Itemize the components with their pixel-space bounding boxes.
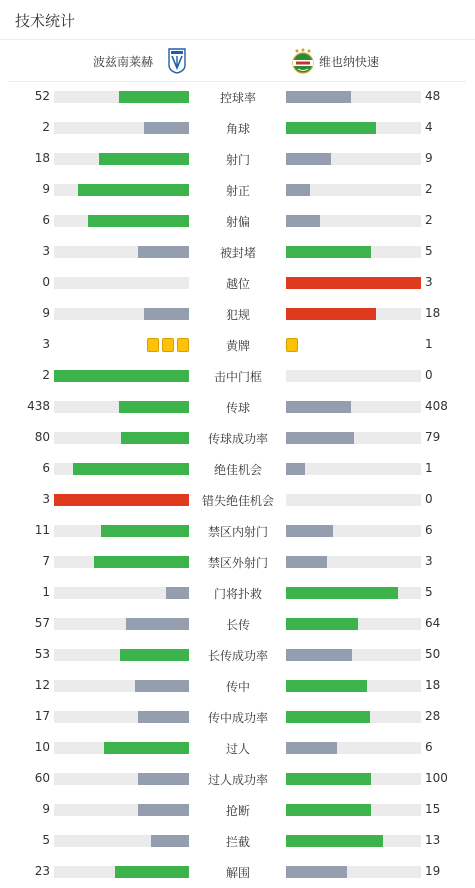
away-bar-track	[286, 711, 421, 723]
home-bar-fill	[144, 308, 189, 320]
home-team-crest-icon[interactable]	[168, 48, 186, 74]
away-stat-value: 6	[425, 523, 433, 537]
home-stat-value: 9	[42, 182, 50, 196]
away-bar-fill	[286, 649, 352, 661]
away-team-name[interactable]: 维也纳快速	[319, 55, 380, 69]
stats-list	[0, 81, 475, 887]
stat-row	[0, 608, 475, 639]
away-bar-fill	[286, 153, 331, 165]
home-stat-value: 10	[34, 740, 50, 754]
home-bar-fill	[151, 835, 189, 847]
header	[0, 0, 475, 40]
home-bar-track	[54, 711, 189, 723]
home-stat-value: 11	[34, 523, 50, 537]
away-bar-track	[286, 184, 421, 196]
home-bar-fill	[135, 680, 189, 692]
home-bar-track	[54, 587, 189, 599]
yellow-card-icon	[286, 338, 298, 352]
stat-label: 角球	[225, 122, 250, 136]
stat-row	[0, 639, 475, 670]
stat-row	[0, 453, 475, 484]
away-bar-fill	[286, 122, 376, 134]
home-stat-value: 17	[34, 709, 50, 723]
away-stat-value: 9	[425, 151, 433, 165]
home-stat-value: 0	[42, 275, 50, 289]
home-bar-track	[54, 804, 189, 816]
away-bar-track	[286, 401, 421, 413]
stat-label: 绝佳机会	[213, 463, 262, 477]
home-bar-fill	[126, 618, 189, 630]
away-bar-fill	[286, 277, 421, 289]
home-bar-fill	[54, 370, 189, 382]
away-stat-value: 18	[425, 678, 441, 692]
home-team-name[interactable]: 波兹南莱赫	[92, 55, 153, 69]
home-bar-track	[54, 556, 189, 568]
stat-label: 射门	[225, 153, 250, 167]
home-stat-value: 3	[42, 337, 50, 351]
stat-row	[0, 236, 475, 267]
home-bar-fill	[121, 432, 189, 444]
away-team-crest-icon[interactable]	[291, 48, 315, 74]
away-stat-value: 408	[425, 399, 448, 413]
home-bar-track	[54, 401, 189, 413]
home-stat-value: 5	[42, 833, 50, 847]
yellow-card-icon	[147, 338, 159, 352]
away-stat-value: 2	[425, 182, 433, 196]
stat-label: 解围	[225, 866, 250, 880]
away-bar-fill	[286, 432, 354, 444]
stat-row	[0, 515, 475, 546]
stat-row	[0, 422, 475, 453]
away-bar-fill	[286, 804, 371, 816]
home-bar-fill	[115, 866, 189, 878]
away-bar-track	[286, 246, 421, 258]
away-bar-fill	[286, 246, 371, 258]
away-bar-fill	[286, 91, 351, 103]
home-bar-track	[54, 525, 189, 537]
away-stat-value: 1	[425, 337, 433, 351]
away-yellow-cards	[286, 338, 298, 352]
home-bar-track	[54, 246, 189, 258]
home-stat-value: 23	[34, 864, 50, 878]
away-stat-value: 4	[425, 120, 433, 134]
stat-label: 传球成功率	[207, 432, 268, 446]
home-stat-value: 52	[34, 89, 50, 103]
teams-bar	[8, 41, 466, 82]
away-bar-fill	[286, 184, 310, 196]
stat-label: 犯规	[225, 308, 250, 322]
home-bar-track	[54, 370, 189, 382]
away-bar-track	[286, 556, 421, 568]
away-bar-track	[286, 153, 421, 165]
stat-row	[0, 577, 475, 608]
away-stat-value: 3	[425, 554, 433, 568]
away-bar-fill	[286, 866, 347, 878]
home-stat-value: 3	[42, 244, 50, 258]
home-stat-value: 18	[34, 151, 50, 165]
home-stat-value: 12	[34, 678, 50, 692]
away-stat-value: 0	[425, 368, 433, 382]
away-stat-value: 19	[425, 864, 441, 878]
away-bar-track	[286, 835, 421, 847]
stat-row	[0, 794, 475, 825]
away-stat-value: 79	[425, 430, 441, 444]
home-bar-track	[54, 618, 189, 630]
away-bar-fill	[286, 556, 327, 568]
home-bar-fill	[166, 587, 189, 599]
stat-label: 过人成功率	[207, 773, 268, 787]
home-bar-track	[54, 773, 189, 785]
away-bar-track	[286, 618, 421, 630]
stat-label: 击中门框	[213, 370, 262, 384]
stat-row	[0, 174, 475, 205]
away-bar-fill	[286, 773, 371, 785]
stat-row	[0, 856, 475, 887]
stat-label: 禁区外射门	[207, 556, 268, 570]
home-bar-track	[54, 122, 189, 134]
home-bar-track	[54, 649, 189, 661]
home-stat-value: 3	[42, 492, 50, 506]
away-bar-track	[286, 649, 421, 661]
stat-row	[0, 298, 475, 329]
stat-row	[0, 267, 475, 298]
away-bar-track	[286, 432, 421, 444]
away-stat-value: 0	[425, 492, 433, 506]
away-bar-track	[286, 742, 421, 754]
home-stat-value: 2	[42, 368, 50, 382]
stat-row	[0, 546, 475, 577]
home-bar-fill	[88, 215, 189, 227]
home-stat-value: 438	[27, 399, 50, 413]
home-bar-fill	[138, 773, 189, 785]
away-bar-fill	[286, 711, 370, 723]
away-bar-fill	[286, 587, 398, 599]
stat-row	[0, 360, 475, 391]
stat-row	[0, 670, 475, 701]
stat-label: 被封堵	[219, 246, 256, 260]
home-stat-value: 1	[42, 585, 50, 599]
home-bar-track	[54, 184, 189, 196]
home-bar-track	[54, 215, 189, 227]
away-bar-track	[286, 587, 421, 599]
home-bar-fill	[101, 525, 189, 537]
stat-label: 传中	[225, 680, 250, 694]
stat-row	[0, 763, 475, 794]
away-bar-fill	[286, 308, 376, 320]
home-bar-fill	[73, 463, 189, 475]
home-stat-value: 57	[34, 616, 50, 630]
stat-label: 门将扑救	[213, 587, 262, 601]
stat-label: 长传	[225, 618, 250, 632]
away-bar-track	[286, 370, 421, 382]
home-bar-fill	[94, 556, 189, 568]
away-bar-track	[286, 773, 421, 785]
stat-label: 长传成功率	[207, 649, 268, 663]
home-bar-track	[54, 308, 189, 320]
away-stat-value: 2	[425, 213, 433, 227]
home-stat-value: 9	[42, 306, 50, 320]
home-bar-fill	[78, 184, 189, 196]
home-bar-track	[54, 742, 189, 754]
away-bar-track	[286, 91, 421, 103]
stat-label: 传球	[225, 401, 250, 415]
home-bar-fill	[138, 711, 189, 723]
home-bar-fill	[119, 401, 189, 413]
away-bar-track	[286, 463, 421, 475]
stat-label: 射偏	[225, 215, 250, 229]
away-bar-track	[286, 804, 421, 816]
home-bar-track	[54, 153, 189, 165]
stat-row	[0, 701, 475, 732]
home-bar-fill	[104, 742, 189, 754]
away-stat-value: 64	[425, 616, 441, 630]
yellow-card-icon	[162, 338, 174, 352]
away-stat-value: 100	[425, 771, 448, 785]
home-stat-value: 2	[42, 120, 50, 134]
home-bar-track	[54, 494, 189, 506]
away-stat-value: 3	[425, 275, 433, 289]
home-bar-track	[54, 680, 189, 692]
home-bar-fill	[119, 91, 189, 103]
home-stat-value: 6	[42, 213, 50, 227]
away-bar-track	[286, 866, 421, 878]
home-stat-value: 9	[42, 802, 50, 816]
home-bar-track	[54, 835, 189, 847]
stat-row	[0, 391, 475, 422]
home-bar-fill	[120, 649, 189, 661]
away-stat-value: 50	[425, 647, 441, 661]
away-bar-track	[286, 277, 421, 289]
stat-row	[0, 825, 475, 856]
home-bar-track	[54, 277, 189, 289]
away-stat-value: 5	[425, 244, 433, 258]
home-bar-fill	[99, 153, 189, 165]
away-bar-fill	[286, 215, 320, 227]
away-stat-value: 13	[425, 833, 441, 847]
away-stat-value: 6	[425, 740, 433, 754]
away-bar-fill	[286, 463, 305, 475]
away-bar-track	[286, 494, 421, 506]
away-stat-value: 28	[425, 709, 441, 723]
home-stat-value: 80	[34, 430, 50, 444]
stat-label: 拦截	[225, 835, 250, 849]
away-stat-value: 5	[425, 585, 433, 599]
page-title: 技术统计	[15, 12, 76, 30]
away-stat-value: 48	[425, 89, 441, 103]
stat-row	[0, 143, 475, 174]
away-bar-fill	[286, 742, 337, 754]
home-stat-value: 7	[42, 554, 50, 568]
home-bar-track	[54, 866, 189, 878]
away-bar-fill	[286, 401, 351, 413]
stat-row	[0, 732, 475, 763]
home-bar-fill	[54, 494, 189, 506]
home-bar-track	[54, 432, 189, 444]
away-bar-track	[286, 215, 421, 227]
home-stat-value: 6	[42, 461, 50, 475]
home-stat-value: 53	[34, 647, 50, 661]
home-bar-track	[54, 463, 189, 475]
stat-label: 过人	[225, 742, 250, 756]
away-bar-fill	[286, 680, 367, 692]
stat-label: 越位	[225, 277, 250, 291]
stat-row	[0, 329, 475, 360]
stat-row	[0, 484, 475, 515]
away-bar-fill	[286, 525, 333, 537]
stat-row	[0, 205, 475, 236]
home-bar-fill	[138, 246, 189, 258]
yellow-card-icon	[177, 338, 189, 352]
stat-row	[0, 112, 475, 143]
away-bar-track	[286, 680, 421, 692]
stat-label: 传中成功率	[207, 711, 268, 725]
home-yellow-cards	[147, 338, 189, 352]
home-stat-value: 60	[34, 771, 50, 785]
away-bar-track	[286, 308, 421, 320]
stat-label: 射正	[225, 184, 250, 198]
away-stat-value: 1	[425, 461, 433, 475]
away-stat-value: 18	[425, 306, 441, 320]
away-bar-track	[286, 525, 421, 537]
home-bar-fill	[144, 122, 189, 134]
stat-label: 错失绝佳机会	[201, 494, 274, 508]
away-stat-value: 15	[425, 802, 441, 816]
away-bar-fill	[286, 835, 383, 847]
away-bar-fill	[286, 618, 358, 630]
away-bar-track	[286, 122, 421, 134]
stat-label: 抢断	[225, 804, 250, 818]
stat-label: 控球率	[219, 91, 256, 105]
stat-label: 黄牌	[225, 339, 250, 353]
home-bar-fill	[138, 804, 189, 816]
stat-row	[0, 81, 475, 112]
stat-label: 禁区内射门	[207, 525, 268, 539]
home-bar-track	[54, 91, 189, 103]
